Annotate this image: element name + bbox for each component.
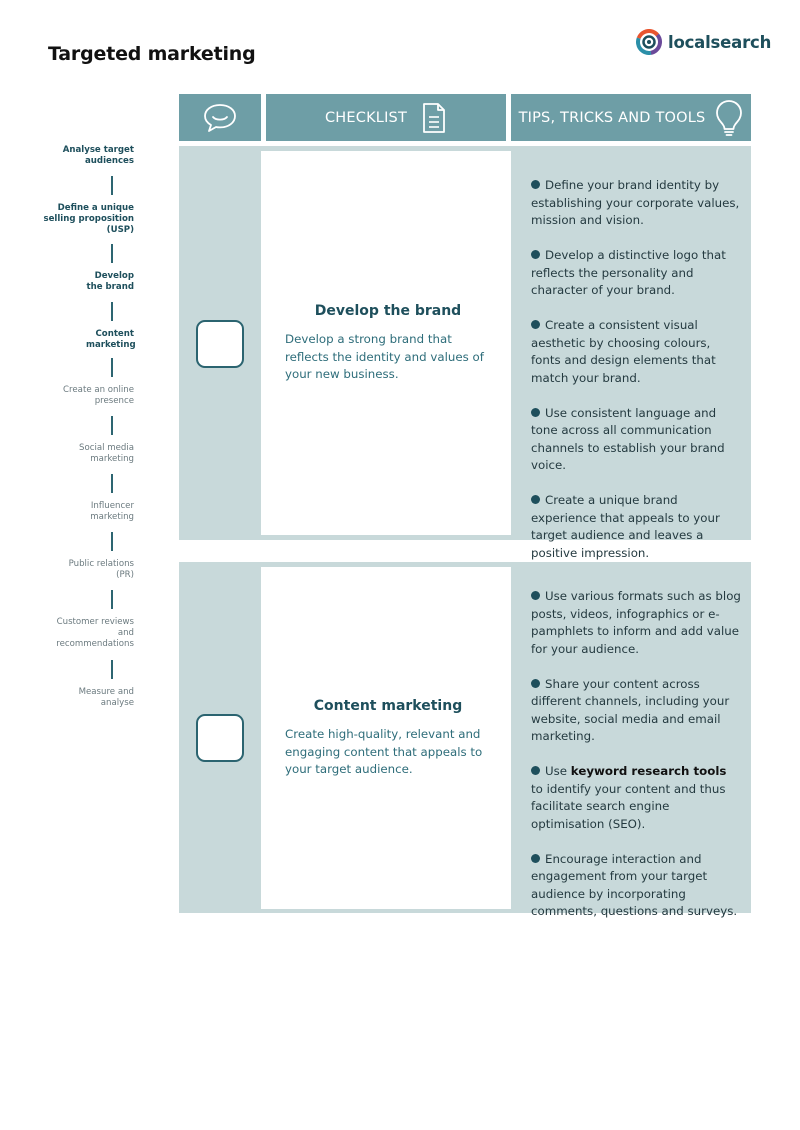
card-title: Develop the brand bbox=[314, 303, 462, 319]
tip-item bbox=[531, 492, 741, 562]
step-label: Create an online presence bbox=[63, 385, 134, 407]
step-connector bbox=[111, 474, 113, 493]
bullet-icon bbox=[531, 679, 540, 688]
tip-item bbox=[531, 851, 741, 921]
brand-logo bbox=[636, 29, 771, 55]
develop-brand-checkbox[interactable] bbox=[196, 320, 244, 368]
tip-text: Develop a distinctive logo that reflects the personality and character of your brand. bbox=[531, 248, 726, 297]
localsearch-logo-icon bbox=[636, 29, 662, 55]
step-label: Customer reviews and recommendations bbox=[56, 617, 134, 650]
step-public-relations[interactable] bbox=[40, 559, 134, 581]
step-define-usp[interactable]: Define a unique selling proposition (USP) bbox=[43, 203, 134, 236]
header-tips bbox=[511, 94, 751, 141]
checkbox-column bbox=[179, 562, 261, 913]
step-label: Content marketing bbox=[86, 329, 136, 351]
step-analyse-target-audiences[interactable]: Analyse target audiences bbox=[62, 145, 134, 167]
card-title: Content marketing bbox=[313, 698, 463, 714]
tip-item bbox=[531, 763, 741, 833]
step-develop-the-brand[interactable] bbox=[40, 271, 134, 293]
tips-header-label: TIPS, TRICKS AND TOOLS bbox=[518, 109, 706, 126]
page-title: Targeted marketing bbox=[48, 43, 256, 65]
bullet-icon bbox=[531, 320, 540, 329]
step-customer-reviews[interactable] bbox=[40, 617, 134, 651]
checklist-card bbox=[261, 567, 511, 909]
tip-text: Create a consistent visual aesthetic by choosing colours, fonts and design elements that match your brand. bbox=[531, 318, 716, 385]
step-connector bbox=[111, 416, 113, 435]
step-label: Develop the brand bbox=[86, 271, 134, 293]
section-develop-the-brand bbox=[179, 146, 751, 560]
tips-list bbox=[531, 177, 741, 580]
step-label: Influencer marketing bbox=[90, 501, 134, 523]
tip-text: Define your brand identity by establishing your corporate values, mission and vision. bbox=[531, 178, 740, 227]
step-label: Measure and analyse bbox=[78, 687, 134, 709]
keyword-research-tools-link[interactable]: keyword research tools bbox=[570, 764, 727, 778]
step-connector bbox=[111, 660, 113, 679]
lightbulb-icon bbox=[715, 99, 743, 137]
tip-item bbox=[531, 177, 741, 230]
tip-text: Create a unique brand experience that appeals to your target audience and leaves a positive impression. bbox=[531, 493, 720, 560]
section-content-marketing bbox=[179, 562, 751, 918]
tip-item bbox=[531, 676, 741, 746]
tips-list bbox=[531, 588, 741, 938]
bullet-icon bbox=[531, 854, 540, 863]
tip-text: Use various formats such as blog posts, videos, infographics or e-pamphlets to inform and add value for your audience. bbox=[531, 589, 741, 656]
tip-text: Use consistent language and tone across all communication channels to establish your brand voice. bbox=[531, 405, 725, 472]
bullet-icon bbox=[531, 591, 540, 600]
step-connector bbox=[111, 590, 113, 609]
tip-text: to identify your content and thus facilitate search engine optimisation (SEO). bbox=[531, 781, 726, 831]
tip-item bbox=[531, 588, 741, 658]
step-connector bbox=[111, 176, 113, 195]
bullet-icon bbox=[531, 180, 540, 189]
bullet-icon bbox=[531, 766, 540, 775]
tip-text: Encourage interaction and engagement from your target audience by incorporating comments, questions and surveys. bbox=[531, 851, 738, 918]
checklist-header-label: CHECKLIST bbox=[324, 109, 408, 126]
checkbox-column bbox=[179, 146, 261, 540]
card-description: Create high-quality, relevant and engaging content that appeals to your target audience. bbox=[285, 727, 483, 776]
bullet-icon bbox=[531, 495, 540, 504]
brand-name: localsearch bbox=[668, 32, 772, 52]
header-comment-cell bbox=[179, 94, 261, 141]
step-content-marketing[interactable] bbox=[40, 329, 134, 351]
tip-text: Use bbox=[545, 764, 568, 778]
step-label: Social media marketing bbox=[79, 443, 134, 465]
step-measure-and-analyse[interactable] bbox=[40, 687, 134, 709]
tip-item bbox=[531, 317, 741, 387]
checklist-card bbox=[261, 151, 511, 535]
bullet-icon bbox=[531, 250, 540, 259]
content-marketing-checkbox[interactable] bbox=[196, 714, 244, 762]
step-connector bbox=[111, 244, 113, 263]
tip-item bbox=[531, 247, 741, 300]
tip-text: Share your content across different channels, including your website, social media and email marketing. bbox=[531, 676, 730, 743]
card-description: Develop a strong brand that reflects the identity and values of your new business. bbox=[285, 332, 484, 381]
step-connector bbox=[111, 532, 113, 551]
step-label: Public relations (PR) bbox=[68, 559, 134, 581]
step-influencer-marketing[interactable] bbox=[40, 501, 134, 523]
progress-sidebar bbox=[40, 145, 134, 709]
step-create-online-presence[interactable] bbox=[40, 385, 134, 407]
header-checklist bbox=[266, 94, 506, 141]
step-connector bbox=[111, 302, 113, 321]
step-connector bbox=[111, 358, 113, 377]
speech-bubble-icon bbox=[202, 102, 238, 134]
step-social-media-marketing[interactable] bbox=[40, 443, 134, 465]
tip-item bbox=[531, 405, 741, 475]
document-icon bbox=[421, 102, 447, 134]
bullet-icon bbox=[531, 408, 540, 417]
